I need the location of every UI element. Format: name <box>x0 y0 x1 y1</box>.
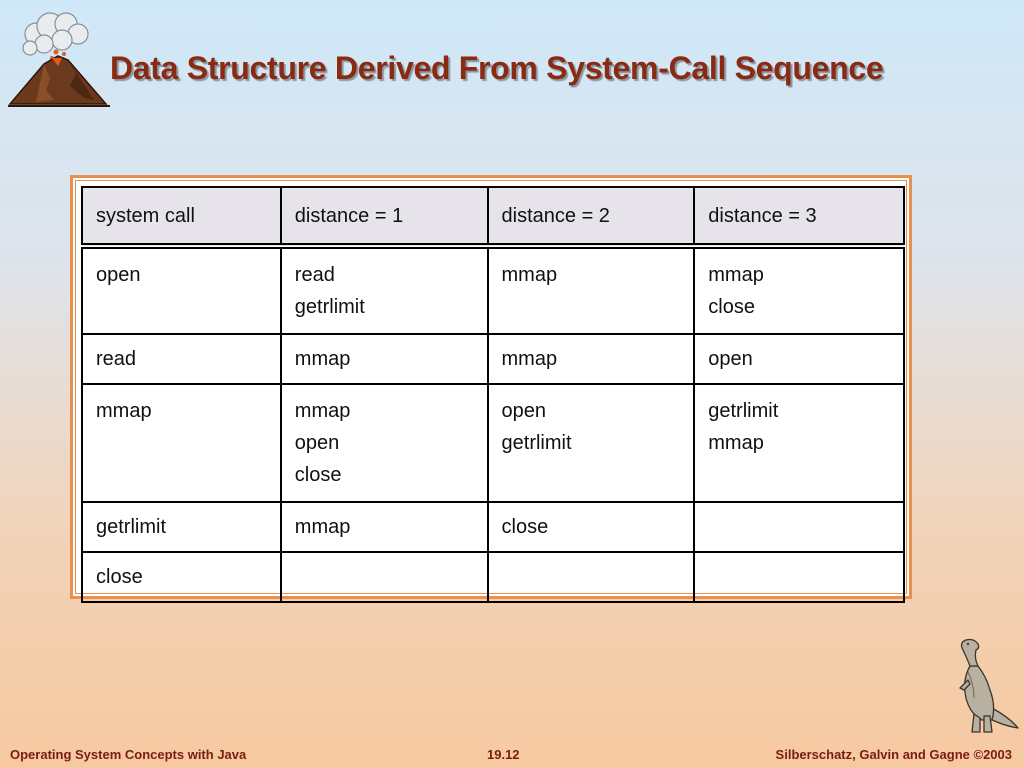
table-cell <box>281 552 488 602</box>
cell-text: mmap <box>294 516 351 538</box>
table-row <box>82 384 904 502</box>
table-row <box>82 246 904 334</box>
cell-text: getrlimit <box>501 432 572 454</box>
cell-text: open <box>501 400 547 422</box>
cell-text: mmap <box>96 400 152 422</box>
cell-text: close <box>294 464 342 486</box>
table-cell <box>694 246 904 334</box>
cell-text: mmap <box>708 264 764 286</box>
cell-text: mmap <box>294 400 351 422</box>
footer-book-title: Operating System Concepts with Java <box>10 747 247 762</box>
table-row <box>82 552 904 602</box>
table-cell <box>488 502 695 552</box>
dinosaur-icon <box>948 636 1020 736</box>
table-cell <box>694 502 904 552</box>
cell-text: close <box>501 516 549 538</box>
table-cell <box>82 246 281 334</box>
table-cell <box>694 552 904 602</box>
cell-text: mmap <box>294 348 351 370</box>
volcano-icon <box>6 8 114 112</box>
cell-text: mmap <box>708 432 764 454</box>
table-cell <box>281 384 488 502</box>
table-cell <box>488 552 695 602</box>
table-cell <box>82 502 281 552</box>
footer-copyright: Silberschatz, Galvin and Gagne ©2003 <box>775 747 1012 762</box>
table-header-row <box>82 187 904 246</box>
cell-text: open <box>96 264 141 286</box>
cell-text: getrlimit <box>96 516 167 538</box>
table-cell <box>281 502 488 552</box>
cell-text: close <box>96 566 143 588</box>
header-distance-3: distance = 3 <box>694 187 904 246</box>
slide-title: Data Structure Derived From System-Call Sequence <box>110 50 884 86</box>
table-cell <box>694 334 904 384</box>
cell-text: close <box>708 296 755 318</box>
table-cell <box>281 334 488 384</box>
table-row <box>82 334 904 384</box>
table-cell <box>488 384 695 502</box>
table-cell <box>82 552 281 602</box>
table-cell <box>694 384 904 502</box>
cell-text: mmap <box>501 348 558 370</box>
cell-text: getrlimit <box>708 400 779 422</box>
cell-text: read <box>294 264 335 286</box>
cell-text: getrlimit <box>294 296 365 318</box>
table-cell <box>488 334 695 384</box>
cell-text: mmap <box>501 264 558 286</box>
footer-slide-number: 19.12 <box>487 747 520 762</box>
header-distance-2: distance = 2 <box>488 187 695 246</box>
cell-text: open <box>294 432 340 454</box>
cell-text: open <box>708 348 753 370</box>
table-cell <box>82 384 281 502</box>
table-cell <box>82 334 281 384</box>
system-call-table <box>81 186 905 603</box>
table-row <box>82 502 904 552</box>
table-cell <box>488 246 695 334</box>
cell-text: read <box>96 348 137 370</box>
header-system-call: system call <box>82 187 281 246</box>
header-distance-1: distance = 1 <box>281 187 488 246</box>
table-cell <box>281 246 488 334</box>
